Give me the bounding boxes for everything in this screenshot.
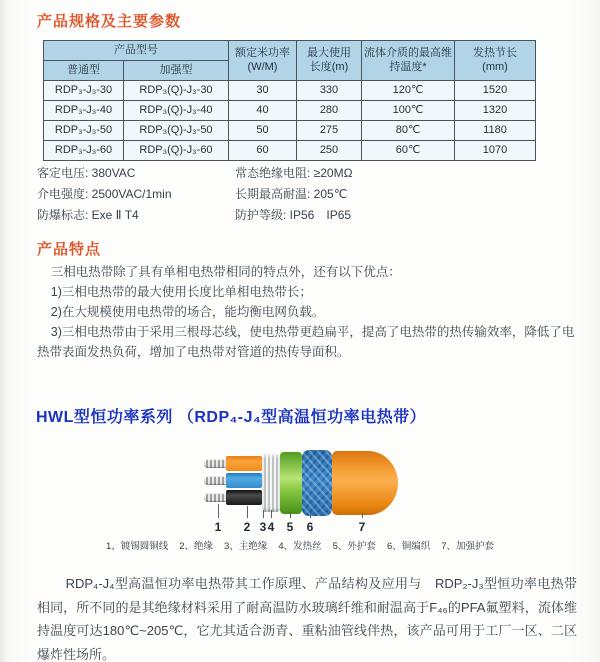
features-point-2: 2)在大规模使用电热带的场合，能均衡电网负载。 [50,305,325,319]
part-number-6: 6 [306,520,314,534]
cell-pitch: 1320 [455,101,536,121]
part-number-4: 4 [267,520,275,534]
reinforced-outer-jacket [332,451,398,515]
section-title-hwl-series: HWL型恒功率系列 （RDP₄-J₄型高温恒功率电热带） [36,409,427,426]
legend-item-main-insulation: 3、主绝缘 [224,541,268,552]
diagram-legend [0,538,600,552]
section-title-specifications: 产品规格及主要参数 [37,13,182,30]
cell-model-normal: RDP₃-J₃-60 [44,141,124,161]
legend-item-tinned-copper-wire: 1、镀锡圆铜线 [105,541,169,552]
spec-line [37,205,567,226]
conductor-insulation-blue [226,473,262,488]
col-header-max-length-line1: 最大使用 [307,46,351,59]
features-point-1: 1)三相电热带的最大使用长度比单相电热带长； [50,285,312,299]
cell-temp: 120℃ [362,81,455,101]
leader-line-6 [310,514,311,518]
features-text [37,262,577,362]
spec-table [43,40,536,161]
col-header-heating-pitch [455,41,536,81]
table-row [44,121,536,141]
cell-pitch: 1070 [455,141,536,161]
copper-braid-layer [302,450,332,516]
conductor-top [204,456,262,471]
cell-temp: 80℃ [362,121,455,141]
table-row [44,141,536,161]
cell-model-normal: RDP₃-J₃-30 [44,81,124,101]
cell-temp: 60℃ [362,141,455,161]
part-number-5: 5 [286,520,294,534]
col-header-heating-pitch-line2: (mm) [482,60,508,73]
legend-item-outer-sheath: 5、外护套 [332,541,376,552]
spec-insulation-resistance: 常态绝缘电阻: ≥20MΩ [235,166,353,180]
conductor-insulation-orange [226,456,262,471]
conductor-middle [204,473,262,488]
col-header-rated-power-line2: (W/M) [247,60,278,73]
cell-model-reinforced: RDP₃(Q)-J₃-30 [124,81,229,101]
section-title-features: 产品特点 [37,241,102,258]
spec-rated-voltage: 客定电压: 380VAC [37,166,136,180]
col-header-rated-power [229,41,297,81]
cell-power: 60 [229,141,297,161]
heating-wire-layer [280,452,302,514]
cell-pitch: 1520 [455,81,536,101]
col-header-max-length-line2: 长度(m) [309,60,349,73]
table-row [44,81,536,101]
leader-line-1 [218,504,219,518]
cell-length: 280 [297,101,362,121]
cell-power: 30 [229,81,297,101]
legend-item-copper-braid: 6、铜编织 [386,541,431,552]
tinned-copper-wire-tip [204,476,226,485]
cell-model-reinforced: RDP₃(Q)-J₃-40 [124,101,229,121]
leader-line-7 [362,513,363,518]
spec-explosion-proof-mark: 防爆标志: Exe Ⅱ T4 [37,208,139,222]
leader-line-4 [271,510,272,518]
col-header-reinforced-type: 加强型 [124,61,229,81]
col-header-rated-power-line1: 额定米功率 [235,46,290,59]
leader-line-5 [290,512,291,518]
tinned-copper-wire-tip [204,459,226,468]
part-number-2: 2 [243,520,251,534]
table-row [44,101,536,121]
legend-item-heating-wire: 4、发热丝 [278,541,322,552]
legend-item-insulation: 2、绝缘 [179,541,214,552]
spec-line [37,163,567,184]
cell-temp: 100℃ [362,101,455,121]
cell-model-normal: RDP₃-J₃-50 [44,121,124,141]
cell-length: 330 [297,81,362,101]
cell-power: 50 [229,121,297,141]
features-intro: 三相电热带除了具有单相电热带相同的特点外，还有以下优点： [50,265,401,279]
cell-pitch: 1180 [455,121,536,141]
leader-line-3 [263,510,264,518]
hwl-description: RDP₄-J₄型高温恒功率电热带其工作原理、产品结构及应用与 RDP₂-J₃型恒功率电热带相同，所不同的是其绝缘材料采用了耐高温防水玻璃纤维和耐温高于F₄₆的PFA氟塑料，流体维持温度可达180℃~205℃，它尤其适合沥青、重粘油管线伴热，该产品可用于工厂一区、二区爆炸性场所。 [37,576,577,662]
main-insulation-layer [262,454,280,512]
table-header-row-1 [44,41,536,61]
cell-length: 275 [297,121,362,141]
spec-dielectric-strength: 介电强度: 2500VAC/1min [37,187,172,201]
electrical-specs [37,163,567,226]
cell-model-reinforced: RDP₃(Q)-J₃-60 [124,141,229,161]
part-number-7: 7 [358,520,366,534]
conductor-bottom [204,490,262,505]
col-header-heating-pitch-line1: 发热节长 [473,46,517,59]
col-header-fluid-temp: 流体介质的最高维持温度* [362,41,455,81]
tinned-copper-wire-tip [204,493,226,502]
part-number-1: 1 [214,520,222,534]
col-header-product-model: 产品型号 [44,41,229,61]
spec-line [37,184,567,205]
col-header-max-length [297,41,362,81]
spec-max-temperature: 长期最高耐温: 205℃ [235,187,348,201]
col-header-normal-type: 普通型 [44,61,124,81]
conductor-insulation-black [226,490,262,505]
leader-line-2 [247,506,248,518]
part-number-3: 3 [259,520,267,534]
cell-model-normal: RDP₃-J₃-40 [44,101,124,121]
cell-power: 40 [229,101,297,121]
legend-item-reinforced-sheath: 7、加强护套 [441,541,495,552]
spec-protection-rating: 防护等级: IP56 IP65 [235,208,352,222]
cable-structure-diagram [0,448,600,554]
cell-model-reinforced: RDP₃(Q)-J₃-50 [124,121,229,141]
features-point-3: 3)三相电热带由于采用三根母芯线，使电热带更趋扁平，提高了电热带的热传输效率，降低了电热带表面发热负荷，增加了电热带对管道的热传导面积。 [37,325,575,359]
cell-length: 250 [297,141,362,161]
